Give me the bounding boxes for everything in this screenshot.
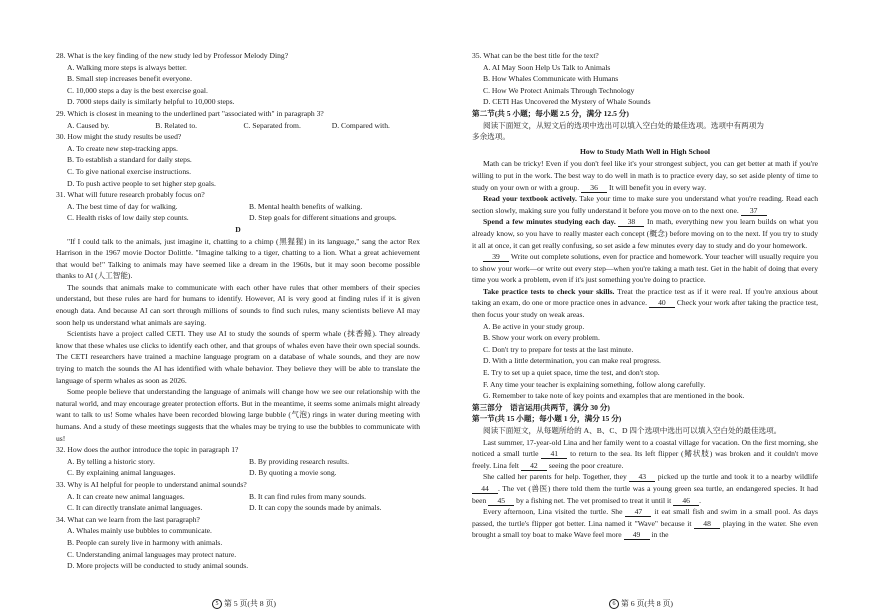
- blank-42[interactable]: 42: [521, 461, 547, 471]
- question-stem: 33. Why is AI helpful for people to understand animal sounds?: [56, 479, 247, 489]
- blank-47[interactable]: 47: [625, 507, 651, 517]
- page-number: 第 6 页(共 8 页): [621, 599, 673, 608]
- option-row: [56, 120, 420, 132]
- option: B. It can find rules from many sounds.: [249, 491, 367, 501]
- blank-39[interactable]: 39: [483, 252, 509, 262]
- option: B. People can surely live in harmony with animals.: [67, 537, 223, 547]
- question-stem: 32. How does the author introduce the topic in paragraph 1?: [56, 445, 239, 455]
- option: C. Understanding animal languages may protect nature.: [67, 549, 237, 559]
- option: D. More projects will be conducted to study animal sounds.: [67, 561, 249, 571]
- option: B. How Whales Communicate with Humans: [483, 74, 619, 84]
- section-letter: D: [235, 224, 241, 234]
- option: D. CETI Has Uncovered the Mystery of Whale Sounds: [483, 97, 651, 107]
- option: A. Walking more steps is always better.: [67, 62, 187, 72]
- option-row: [56, 467, 420, 479]
- question-stem: 28. What is the key finding of the new study led by Professor Melody Ding?: [56, 51, 289, 60]
- passage-paragraph: Scientists have a project called CETI. They use AI to study the sounds of sperm whale (抹香鲸). They already know that these whales use clicks to identify each other, and that groups of whales even have their own special sounds. The CETI researchers have trained a machine language program on a database of whale sounds, and they are now trying to match the sounds the AI has identified with whale behavior. They believe they will be able to translate the language of sperm whales as soon as 2026.: [56, 329, 420, 385]
- passage-paragraph: 39 Write out complete solutions, even for practice and homework. Your teacher will usually require you to show your work—or write out every step—when you're taking a math test. Get in the habit of doing that every time you work a problem, even if it's just something you're doing to practice.: [472, 252, 818, 285]
- option: D. Step goals for different situations and groups.: [249, 213, 397, 223]
- passage-paragraph: Math can be tricky! Even if you don't feel like it's your strongest subject, you can get better at math if you're willing to put in the work. The best way to do well in math is to practice every day, so set aside plenty of time to study on your own or with a group. 36 It will benefit you in every way.: [472, 159, 818, 192]
- question-stem: 35. What can be the best title for the text?: [472, 51, 599, 60]
- question-stem: 34. What can we learn from the last paragraph?: [56, 514, 200, 524]
- option: A. To create new step-tracking apps.: [67, 143, 178, 153]
- option: E. Try to set up a quiet space, time the test, and don't stop.: [483, 368, 660, 378]
- option: A. It can create new animal languages.: [67, 491, 185, 501]
- passage-paragraph: Take practice tests to check your skills. Treat the practice test as if it were real. If you're anxious about taking an exam, do one or more practice ones in advance. 40 Check your work after taking the practice test, then focus your study on weak areas.: [472, 286, 818, 320]
- option: B. Mental health benefits of walking.: [249, 201, 363, 211]
- blank-44[interactable]: 44: [472, 484, 498, 494]
- option: A. Be active in your study group.: [483, 321, 585, 331]
- option: D. Compared with.: [331, 120, 390, 130]
- blank-36[interactable]: 36: [581, 183, 607, 193]
- option: A. The best time of day for walking.: [67, 201, 178, 211]
- passage-title: How to Study Math Well in High School: [579, 146, 711, 156]
- blank-45[interactable]: 45: [488, 496, 514, 506]
- passage-paragraph: Last summer, 17-year-old Lina and her family went to a coastal village for vacation. On the first morning, she noticed a small turtle 41 to return to the sea. Its left flipper (鳍状肢) was broken and it couldn't move freely. Lina felt 42 seeing the poor creature.: [472, 437, 819, 470]
- option: B. Small step increases benefit everyone.: [67, 74, 193, 84]
- option: B. Show your work on every problem.: [483, 333, 600, 343]
- option: C. It can directly translate animal languages.: [67, 503, 203, 513]
- blank-41[interactable]: 41: [541, 449, 567, 459]
- page-circle-icon: 6: [609, 599, 619, 609]
- passage-paragraph: Every afternoon, Lina visited the turtle. She 47 it eat small fish and swim in a small pool. As days passed, the turtle's flipper got better. Lina named it "Wave" because it 48 playing in the water. She even brought a small toy boat to make Wave feel more 49 in the: [472, 507, 818, 540]
- option: A. Whales mainly use bubbles to communicate.: [67, 526, 212, 536]
- blank-48[interactable]: 48: [694, 519, 720, 529]
- option: F. Any time your teacher is explaining something, follow along carefully.: [483, 379, 706, 389]
- blank-37[interactable]: 37: [741, 206, 767, 216]
- option-row: [56, 491, 420, 503]
- blank-38[interactable]: 38: [618, 217, 644, 227]
- option: D. By quoting a movie song.: [249, 468, 337, 478]
- question-stem: 30. How might the study results be used?: [56, 132, 182, 142]
- passage-paragraph: She called her parents for help. Together, they 43 picked up the turtle and took it to a nearby wildlife 44 . The vet (兽医) there told them the turtle was a young green sea turtle, an endangered species. It had been 45 by a fishing net. The vet promised to treat it until it 46 .: [472, 472, 819, 505]
- page-number: 第 5 页(共 8 页): [224, 599, 276, 608]
- passage-paragraph: Spend a few minutes studying each day. 38 In math, everything new you learn builds on what you already know, so you have to really master each concept (概念) before moving on to the next. If you try to study it all at once, it can get really confusing, so set aside a few minutes every day to study and do your homework.: [472, 217, 818, 250]
- blank-40[interactable]: 40: [649, 298, 675, 308]
- question-stem: 29. Which is closest in meaning to the underlined part "associated with" in paragraph 3?: [56, 108, 324, 118]
- blank-46[interactable]: 46: [673, 496, 699, 506]
- page-footer-right: [609, 598, 673, 609]
- option-row: [56, 456, 420, 468]
- option: D. With a little determination, you can make real progress.: [483, 356, 661, 366]
- section-instruction: 阅读下面短文，从短文后的选项中选出可以填入空白处的最佳选项。选项中有两项为: [483, 120, 764, 130]
- section-heading: 第二节(共 5 小题；每小题 2.5 分，满分 12.5 分): [472, 108, 629, 118]
- option-row: [56, 212, 420, 224]
- option: C. Don't try to prepare for tests at the last minute.: [483, 344, 634, 354]
- part-heading: 第三部分 语言运用(共两节，满分 30 分): [472, 402, 610, 412]
- option: G. Remember to take note of key points and examples that are mentioned in the book.: [483, 391, 745, 401]
- option: B. Related to.: [155, 120, 198, 130]
- option: C. 10,000 steps a day is the best exercise goal.: [67, 85, 208, 95]
- blank-49[interactable]: 49: [624, 530, 650, 540]
- left-column: [56, 50, 420, 572]
- option: D. It can copy the sounds made by animals.: [249, 503, 382, 513]
- section-heading: 第一节(共 15 小题；每小题 1 分，满分 15 分): [472, 414, 622, 424]
- option: A. AI May Soon Help Us Talk to Animals: [483, 62, 611, 72]
- section-instruction: 阅读下面短文，从每题所给的 A、B、C、D 四个选项中选出可以填入空白处的最佳选项。: [483, 426, 782, 435]
- option: C. To give national exercise instructions.: [67, 166, 191, 176]
- passage-paragraph: The sounds that animals make to communicate with each other have rules that other members of their species understand, but these rules are hard for humans to identify. However, AI is very good at finding rules if it is given enough data. And because AI can sort through millions of sounds to find such rules, many scientists believe AI may soon help us understand what animals are saying.: [56, 282, 420, 327]
- passage-paragraph: Read your textbook actively. Take your time to make sure you understand what you're reading. Read each section slowly, making sure you fully understand it before you move on to the next one. 37: [472, 194, 819, 215]
- option: D. To push active people to set higher step goals.: [67, 178, 216, 188]
- question-stem: 31. What will future research probably focus on?: [56, 190, 205, 200]
- right-column: [472, 50, 818, 541]
- option: B. By providing research results.: [249, 456, 349, 466]
- option: C. Health risks of low daily step counts.: [67, 213, 189, 223]
- option: D. 7000 steps daily is similarly helpful to 10,000 steps.: [67, 97, 235, 107]
- blank-43[interactable]: 43: [629, 472, 655, 482]
- option: C. How We Protect Animals Through Technology: [483, 85, 635, 95]
- option-row: [56, 502, 420, 514]
- option: A. Caused by.: [67, 120, 110, 130]
- passage-paragraph: Some people believe that understanding the language of animals will change how we see our relationship with the natural world, and may encourage greater protection efforts. But in the meantime, it seems some animals might already want to talk to us! Some whales have been recorded blowing large bubble (气泡) rings in water during meeting with humans. And a study of these meetings suggests that the whales may be trying to use the bubbles to communicate with us!: [56, 387, 420, 443]
- option: C. Separated from.: [243, 120, 301, 130]
- option: B. To establish a standard for daily steps.: [67, 155, 192, 165]
- page-circle-icon: 5: [212, 599, 222, 609]
- section-instruction: 多余选项。: [472, 132, 510, 142]
- option: A. By telling a historic story.: [67, 456, 155, 466]
- passage-paragraph: "If I could talk to the animals, just imagine it, chatting to a chimp (黑猩猩) in its language," sang the actor Rex Harrison in the 1967 movie Doctor Dolittle. "Imagine talking to a tiger, chatting to a lion. What a great achievement that would be!" Talking to animals may have seemed like a dream in the 1960s, but it may soon become possible thanks to AI (人工智能).: [56, 236, 420, 281]
- page-footer-left: [212, 598, 276, 609]
- option: C. By explaining animal languages.: [67, 468, 176, 478]
- option-row: [56, 201, 420, 213]
